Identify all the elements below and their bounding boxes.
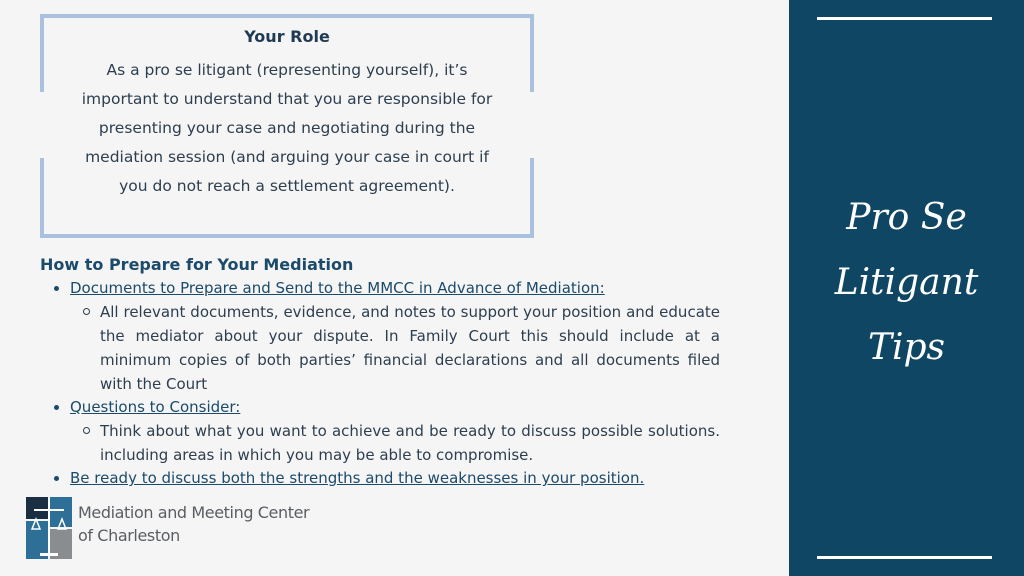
sub-list-item: Think about what you want to achieve and be ready to discuss possible solutions. including areas in which you may be able to compromise. xyxy=(70,419,720,467)
list-item xyxy=(40,467,720,490)
panel-title-line-3: Tips xyxy=(867,327,946,368)
questions-link[interactable]: Questions to Consider: xyxy=(70,398,241,416)
sub-list xyxy=(70,419,720,467)
panel-title xyxy=(789,185,1024,380)
role-text: As a pro se litigant (representing yourself), it’s important to understand that you are responsible for presenting your case and negotiating during the mediation session (and arguing your case in court if you do not reach a settlement agreement). xyxy=(81,61,493,195)
role-box-border-top xyxy=(40,14,534,18)
list-item xyxy=(40,396,720,467)
role-box-border-left-bottom xyxy=(40,158,44,238)
logo-line-2: of Charleston xyxy=(78,526,180,545)
role-box-border-left-top xyxy=(40,14,44,92)
logo-line-1: Mediation and Meeting Center xyxy=(78,503,310,522)
prepare-title: How to Prepare for Your Mediation xyxy=(40,255,354,274)
panel-title-line-2: Litigant xyxy=(834,262,979,303)
scales-of-justice-icon xyxy=(26,497,74,559)
role-box-border-bottom xyxy=(40,234,534,238)
sub-list xyxy=(70,300,720,396)
list-item xyxy=(40,277,720,396)
logo-text xyxy=(78,501,309,547)
role-title: Your Role xyxy=(244,27,330,46)
role-box-border-right-bottom xyxy=(530,158,534,238)
strengths-weaknesses-link[interactable]: Be ready to discuss both the strengths and the weaknesses in your position. xyxy=(70,469,645,487)
panel-divider-top xyxy=(817,17,992,20)
documents-link[interactable]: Documents to Prepare and Send to the MMCC in Advance of Mediation: xyxy=(70,279,605,297)
sub-list-item: All relevant documents, evidence, and notes to support your position and educate the mediator about your dispute. In Family Court this should include at a minimum copies of both parties’ financial declarations and all documents filed with the Court xyxy=(70,300,720,396)
mmcc-logo xyxy=(26,497,326,559)
prepare-list xyxy=(40,277,720,490)
panel-title-line-1: Pro Se xyxy=(846,197,967,238)
title-panel xyxy=(789,0,1024,576)
panel-divider-bottom xyxy=(817,556,992,559)
prepare-section xyxy=(40,255,720,490)
role-box-border-right-top xyxy=(530,14,534,92)
role-box xyxy=(40,14,534,238)
